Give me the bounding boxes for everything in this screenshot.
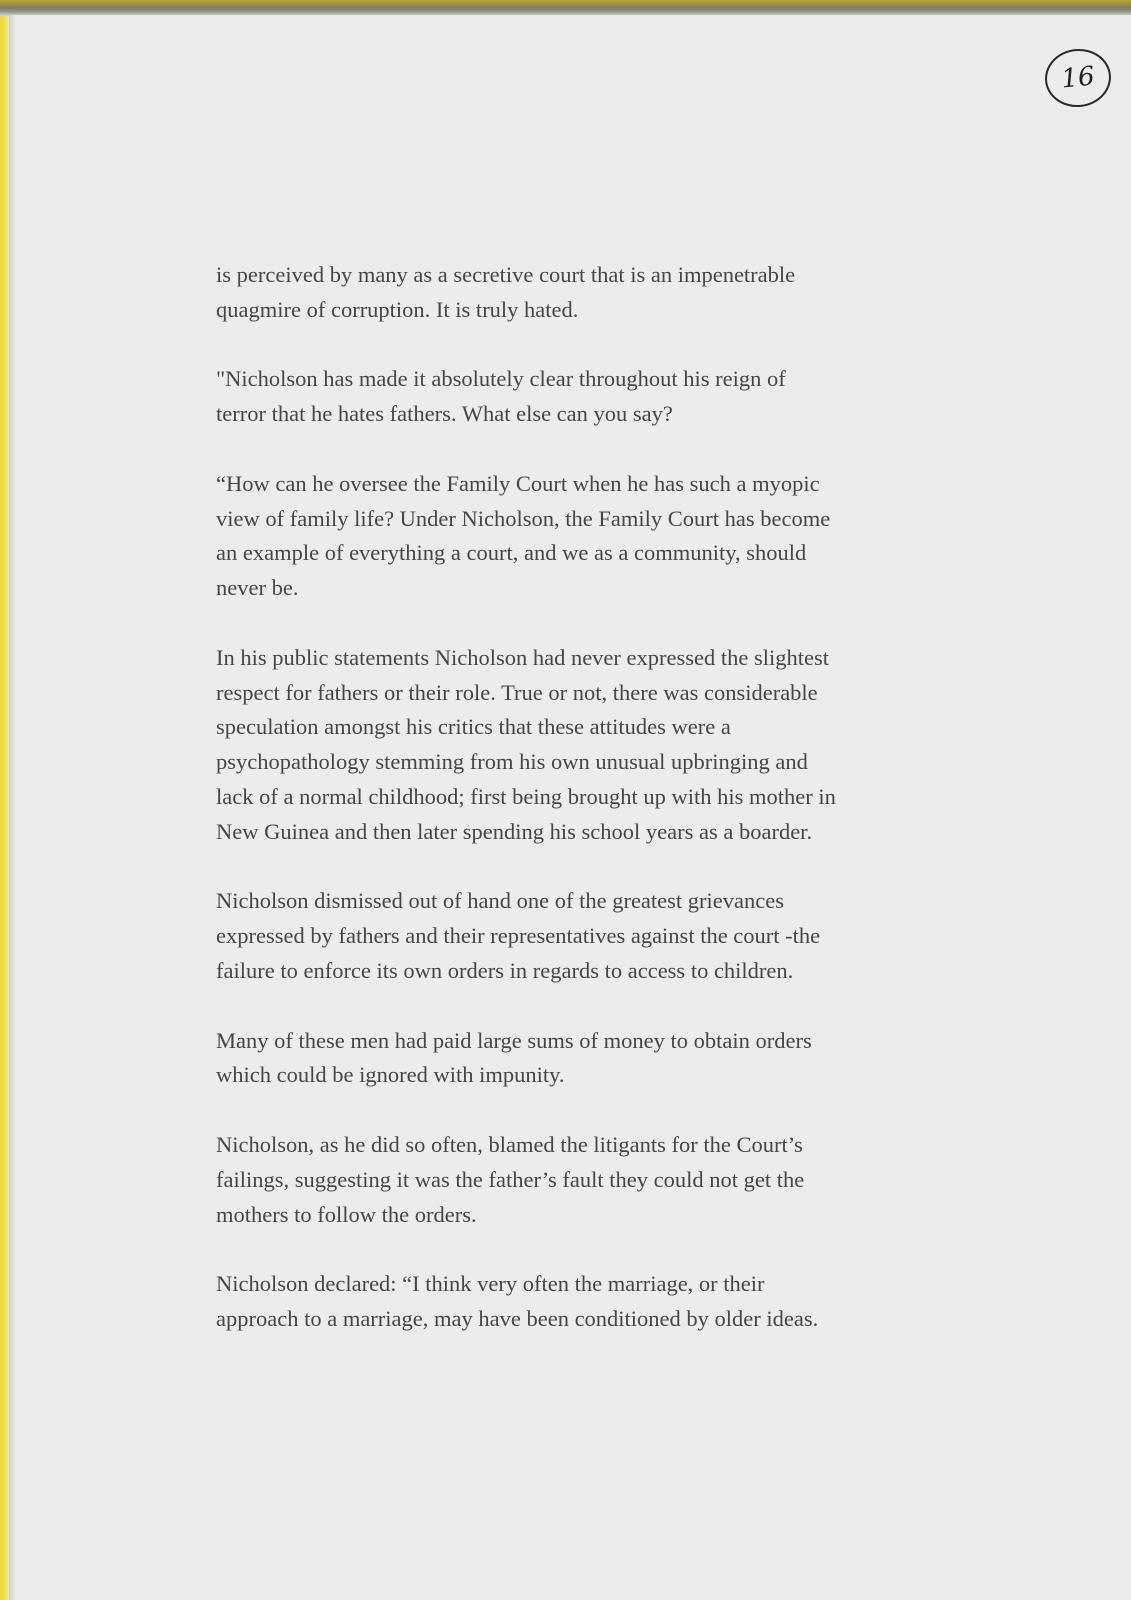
- paragraph: [216, 884, 916, 988]
- paragraph: [216, 362, 916, 432]
- paragraph: [216, 1024, 916, 1094]
- paragraph: [216, 1128, 916, 1232]
- text-line: approach to a marriage, may have been conditioned by older ideas.: [216, 1305, 819, 1331]
- text-line: view of family life? Under Nicholson, the Family Court has become: [216, 505, 831, 531]
- text-line: psychopathology stemming from his own unusual upbringing and: [216, 749, 808, 775]
- paragraph: [216, 641, 916, 850]
- scan-top-edge: [0, 0, 1131, 16]
- text-line: quagmire of corruption. It is truly hated.: [216, 296, 579, 322]
- text-line: which could be ignored with impunity.: [216, 1062, 565, 1088]
- text-line: terror that he hates fathers. What else can you say?: [216, 401, 673, 427]
- text-line: "Nicholson has made it absolutely clear throughout his reign of: [216, 366, 786, 392]
- text-line: Many of these men had paid large sums of money to obtain orders: [216, 1027, 812, 1053]
- text-line: an example of everything a court, and we as a community, should: [216, 540, 807, 566]
- paragraph: [216, 1267, 916, 1337]
- text-line: mothers to follow the orders.: [216, 1201, 477, 1227]
- text-line: expressed by fathers and their representatives against the court -the: [216, 923, 821, 949]
- body-text: [216, 258, 916, 1372]
- handwritten-page-number: 16: [1042, 46, 1114, 111]
- text-line: respect for fathers or their role. True or not, there was considerable: [216, 679, 818, 705]
- text-line: speculation amongst his critics that these attitudes were a: [216, 714, 731, 740]
- text-line: “How can he oversee the Family Court when he has such a myopic: [216, 470, 820, 496]
- text-line: failings, suggesting it was the father’s fault they could not get the: [216, 1166, 805, 1192]
- paragraph: [216, 467, 916, 606]
- text-line: Nicholson dismissed out of hand one of the greatest grievances: [216, 888, 784, 914]
- text-line: never be.: [216, 575, 299, 601]
- text-line: Nicholson, as he did so often, blamed the litigants for the Court’s: [216, 1131, 803, 1157]
- text-line: failure to enforce its own orders in regards to access to children.: [216, 957, 794, 983]
- paragraph: [216, 258, 916, 328]
- text-line: Nicholson declared: “I think very often the marriage, or their: [216, 1271, 765, 1297]
- text-line: lack of a normal childhood; first being brought up with his mother in: [216, 783, 836, 809]
- text-line: New Guinea and then later spending his school years as a boarder.: [216, 818, 813, 844]
- text-line: In his public statements Nicholson had never expressed the slightest: [216, 644, 829, 670]
- text-line: is perceived by many as a secretive court that is an impenetrable: [216, 262, 796, 287]
